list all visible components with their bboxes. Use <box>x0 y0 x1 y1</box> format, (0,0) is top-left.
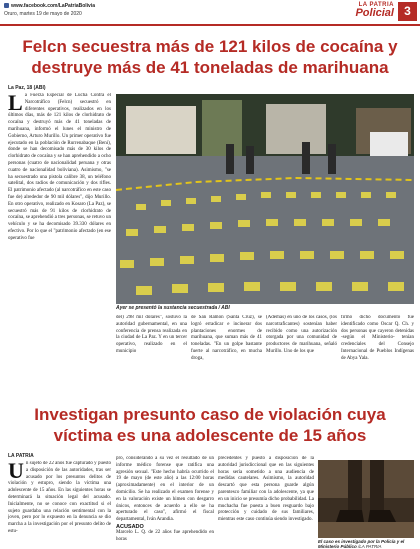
article-column: del) 298 mil dólares", sostuvo la autoridad gubernamental, en una conferencia de prensa realizada en la ciudad de La Paz. Y en un tercer operativo, realizado en el municipio <box>116 315 187 354</box>
facebook-url[interactable]: www.facebook.com/LaPatriaBolivia <box>11 3 96 9</box>
investigation-photo <box>318 460 414 538</box>
article-column <box>8 461 111 545</box>
page-header <box>0 0 420 26</box>
subheading: ACUSADO <box>116 523 144 530</box>
dropcap: U <box>8 461 24 483</box>
photo-caption: Ayer se presentó la sustancia secuestrada / ABI <box>116 305 230 311</box>
photo-caption <box>318 539 418 549</box>
caption-text: El caso es investigado por la Policía y el Ministerio Público <box>318 539 405 549</box>
headline-drug-seizure: Felcn secuestra más de 121 kilos de cocaína y destruye más de 41 toneladas de marihuana <box>22 37 398 77</box>
byline: La Paz, 18 (ABI) <box>8 85 46 91</box>
seizure-photo <box>116 94 414 304</box>
article-column: precedentes y puesto a disposición de la autoridad jurisdiccional que en las siguientes horas sería sometido a una audiencia de medidas cautelares. Asimismo, la autoridad descartó que esta persona guarde algún parentesco familiar con la adolescente, ya que en un inicio se presumía dicho probabilidad. La muchacha fue puesta a buen resguardo bajo protección y cuidado de sus familiares, mientras este caso continúa siendo investigado. <box>218 456 314 523</box>
byline: LA PATRIA <box>8 453 34 459</box>
page-number: 3 <box>398 2 417 21</box>
section-name: Policial <box>355 7 394 19</box>
article-column: de San Ramón (Santa Cruz), se logró erradicar e incinerar dos plantaciones enormes de marihuana, que suman más de 41 toneladas. "En un golpe bastante fuerte al narcotráfico, en mucha droga, <box>191 315 262 361</box>
masthead <box>355 2 394 19</box>
photo-credit: /LA PATRIA <box>358 544 382 549</box>
dropcap: L <box>8 93 23 115</box>
publication-name: LA PATRIA <box>358 2 394 8</box>
column-text: pro, considerando a su vez el resultado de un informe médico forense que ratifica una agresión sexual. "Este hecho habría ocurrido el 19 de mayo (de este año) a las 12:00 horas (aproximadamente) en el interior de un domicilio. Se ha realizado el examen forense y en la valoración existe un himen con desgarro únicos, entonces de acuerdo a ello se ha aperturado el caso", afirmó el fiscal departamental, Iván Arandia. <box>116 456 214 523</box>
date-line: Oruro, martes 19 de mayo de 2020 <box>4 11 82 17</box>
column-text: n sujeto de 22 años fue capturado y puesto a disposición de las autoridades, tras ser acusado por los presuntos delitos de violación y estupro, siendo la víctima una adolescente de 15 años. En las siguientes horas se determinará la situación legal del acusado. Inicialmente, no se conoce con exactitud si el sujeto guardaba una relación sentimental con la joven, pero por lo expuesto en la denuncia se dio marcha a la investigación por el presunto delito de estu- <box>8 461 111 534</box>
facebook-icon <box>4 3 9 8</box>
article-column: (Además) en uno de los casos, (los narcotraficantes) sostenían haber recibido como una autorización otorgada por una comunidad de productores de marihuana, señaló Murillo. Uno de los que <box>266 315 337 354</box>
column-text: a Fuerza Especial de Lucha Contra el Narcotráfico (Felcn) secuestró en diferentes operativos, realizados en los últimos días, más de 121 kilos de clorhidrato de cocaína y destruyó más de 41 toneladas de marihuana, informó el lunes el ministro de Gobierno, Arturo Murillo. Un primer operativo fue ejecutado en la población de Rurrenabaque (Beni), donde se han decomisado más de 30 kilos de clorhidrato de cocaína y se han aprehendido a ocho personas (cuatro de nacionalidad peruana y otras cuatro de nacionalidad boliviana). Asimismo, "se ha secuestrado una pistola calibre 38, un teléfono satelital, dos radios de comunicación y dos rifles. El patrimonio afectado (al narcotráfico en este caso fue de) alrededor de 90 mil dólares", dijo Murillo. En otro operativo, realizado en Kosaro (La Paz), se secuestró más de 91 kilos de clorhidrato de cocaína, se aprehendió a tres personas, se retuvo un vehículo y se ha decomisado 39.330 dólares en efectivo. Por lo que el "patrimonio afectado (en ese operativo fue <box>8 93 111 241</box>
column-text: Marcelo L. Q. de 22 años fue aprehendido en horas <box>116 529 214 542</box>
header-rule <box>0 24 420 26</box>
article-column <box>116 456 214 545</box>
article-column <box>8 93 111 385</box>
photo-drug-packages <box>116 94 414 304</box>
facebook-line[interactable] <box>4 3 95 9</box>
headline-violation-case: Investigan presunto caso de violación cuya víctima es una adolescente de 15 años <box>34 405 386 445</box>
article-column: firmó dicho documento fue identificado como Oscar Q. Ch. y dos personas que cayeron detenidas -según el Ministerio- tenían credenciales del Consejo Internacional de Pueblos Indígenas de Abya Yala. <box>341 315 414 361</box>
photo-boots <box>318 460 414 538</box>
